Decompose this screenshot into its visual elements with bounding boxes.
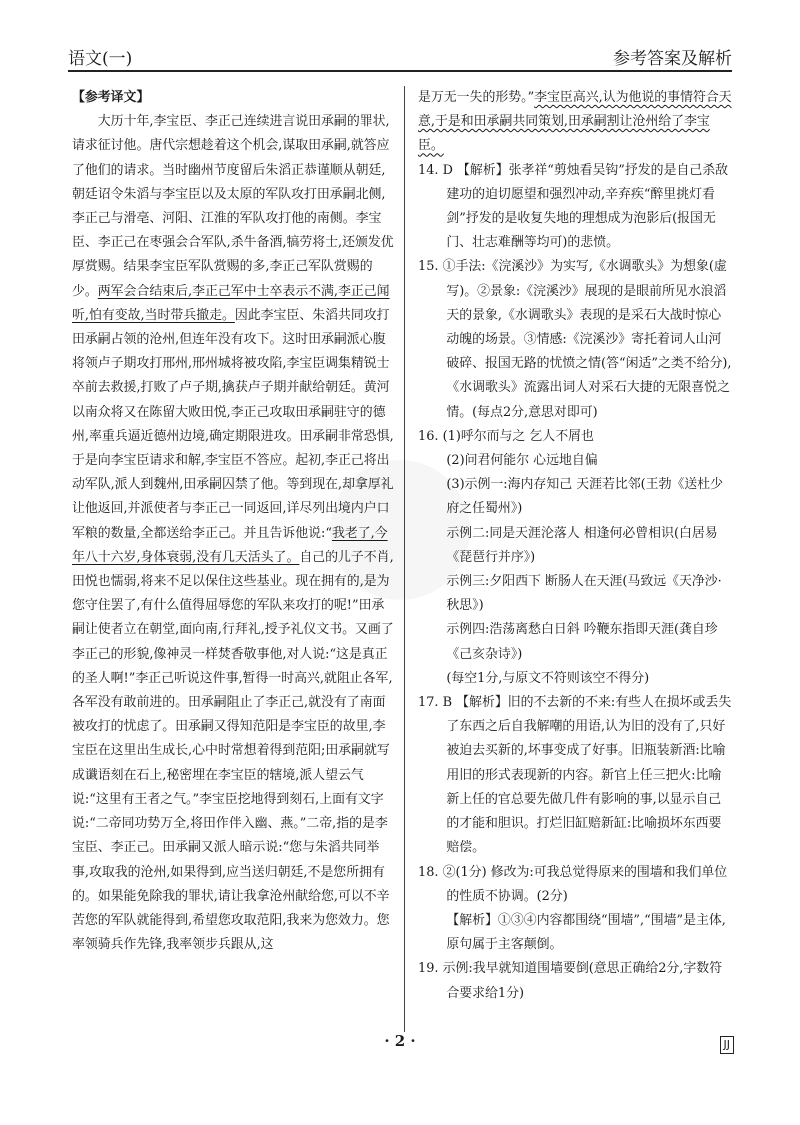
answer-16-5: 示例三:夕阳西下 断肠人在天涯(马致远《天净沙·秋思》) xyxy=(446,574,722,614)
translation-continuation xyxy=(418,86,734,159)
answer-14: 14. D 【解析】张孝祥“剪烛看吴钩”抒发的是自己杀敌建功的迫切愿望和强烈冲动,辛弃疾“醉里挑灯看剑”抒发的是收复失地的理想成为泡影后(报国无门、壮志难酬等均可)的悲愤。 xyxy=(418,162,729,251)
header-section: 参考答案及解析 xyxy=(613,49,732,69)
answer-19: 19. 示例:我早就知道围墙要倒(意思正确给2分,字数符合要求给1分) xyxy=(418,961,723,1001)
answer-17: 17. B 【解析】旧的不去新的不来:有些人在损坏或丢失了东西之后自我解嘲的用语,认为旧的没有了,只好被迫去买新的,坏事变成了好事。旧瓶装新酒:比喻用旧的形式表现新的内容。新官上任三把火:比喻新上任的官总要先做几件有影响的事,以显示自己的才能和胆识。打烂旧缸赔新缸:比喻损坏东西要赔偿。 xyxy=(418,695,732,856)
page-number: · 2 · xyxy=(384,1032,416,1050)
translation-cont-text: 是万无一失的形势。” xyxy=(418,90,535,105)
answer-16-1: 16. (1)呼尔而与之 乞人不屑也 xyxy=(418,428,594,444)
answer-15: 15. ①手法:《浣溪沙》为实写,《水调歌头》为想象(虚写)。②景象:《浣溪沙》展现的是眼前所见水浪滔天的景象,《水调歌头》表现的是采石大战时惊心动魄的场景。③情感:《浣溪沙》寄托着词人山河破碎、报国无路的忧愤之情(答“闲适”之类不给分),《水调歌头》流露出词人对采石大捷的无限喜悦之情。(每点2分,意思对即可) xyxy=(418,259,732,420)
translation-text-1: 大历十年,李宝臣、李正己连续进言说田承嗣的罪状,请求征讨他。唐代宗想趁着这个机会,谋取田承嗣,就答应了他们的请求。当时幽州节度留后朱滔正恭谨顺从朝廷,朝廷诏令朱滔与李宝臣以及太原的军队攻打田承嗣北侧,李正己与滑亳、河阳、江淮的军队攻打他的南侧。李宝臣、李正己在枣强会合军队,杀牛备酒,犒劳将士,还颁发优厚赏赐。结果李宝臣军队赏赐的多,李正己军队赏赐的少。 xyxy=(72,114,394,299)
answer-16-note: (每空1分,与原文不符则该空不得分) xyxy=(446,670,650,686)
page-header xyxy=(68,40,732,72)
right-column xyxy=(418,86,734,1006)
answer-16-2: (2)问君何能尔 心远地自偏 xyxy=(446,453,598,469)
answer-18-analysis: 【解析】①③④内容都围绕“围墙”,“围墙”是主体,原句属于主客颠倒。 xyxy=(446,912,726,953)
left-column xyxy=(72,86,394,957)
translation-paragraph xyxy=(72,110,394,957)
header-subject: 语文(一) xyxy=(68,49,133,69)
translation-title: 【参考译文】 xyxy=(72,90,150,105)
translation-underline-2: 我老了,今年八十六岁,身体衰弱,没有几天活头了。 xyxy=(72,525,388,565)
translation-wavy-underline: 李宝臣高兴,认为他说的事情符合天意,于是和田承嗣共同策划,田承嗣割让沧州给了李宝臣。 xyxy=(418,90,732,154)
column-divider xyxy=(404,86,405,1032)
translation-text-3: 自己的儿子不肖,田悦也懦弱,将来不足以保住这些基业。现在拥有的,是为您守住罢了,有什么值得屈辱您的军队来攻打的呢!”田承嗣让使者立在朝堂,面向南,行拜礼,授予礼仪文书。又画了李正己的形貌,像神灵一样焚香敬事他,对人说:“这是真正的圣人啊!”李正己听说这件事,暂得一时高兴,就阻止各军,各军没有敢前进的。田承嗣阻止了李正己,就没有了南面被攻打的忧虑了。田承嗣又得知范阳是李宝臣的故里,李宝臣在这里出生成长,心中时常想着得到范阳;田承嗣就写成谶语刻在石上,秘密埋在李宝臣的辖境,派人望云气说:“这里有王者之气。”李宝臣挖地得到刻石,上面有文字说:“二帝同功势万全,将田作伴入幽、燕。”二帝,指的是李宝臣、李正己。田承嗣又派人暗示说:“您与朱滔共同举事,攻取我的沧州,如果得到,应当送归朝廷,不是您所拥有的。如果能免除我的罪状,请让我拿沧州献给您,可以不辛苦您的军队就能得到,希望您攻取范阳,我来为您效力。您率领骑兵作先锋,我率领步兵跟从,这 xyxy=(72,549,394,953)
translation-underline-1: 两军会合结束后,李正己军中士卒表示不满,李正己闻听,怕有变故,当时带兵撤走。 xyxy=(72,283,390,323)
answer-18: 18. ②(1分) 修改为:可我总觉得原来的围墙和我们单位的性质不协调。(2分) xyxy=(418,864,728,904)
answer-16-4: 示例二:同是天涯沦落人 相逢何必曾相识(白居易《琵琶行并序》) xyxy=(446,525,718,565)
translation-text-2: 因此李宝臣、朱滔共同攻打田承嗣占领的沧州,但连年没有攻下。这时田承嗣派心腹将领卢子期攻打邢州,邢州城将被攻陷,李宝臣调集精锐士卒前去救援,打败了卢子期,擒获卢子期并献给朝廷。黄河以南众将又在陈留大败田悦,李正己攻取田承嗣驻守的德州,率重兵逼近德州边境,确定期限进攻。田承嗣非常恐惧,于是向李宝臣请求和解,李宝臣不答应。起初,李正己将出动军队,派人到魏州,田承嗣囚禁了他。等到现在,却拿厚礼让他返回,并派使者与李正己一同返回,详尽列出境内户口军粮的数量,全都送给李正己。并且告诉他说:“ xyxy=(72,307,394,541)
answer-16-6: 示例四:浩荡离愁白日斜 吟鞭东指即天涯(龚自珍《己亥杂诗》) xyxy=(446,622,718,662)
edition-mark: JJ xyxy=(720,1036,735,1054)
answer-16-3: (3)示例一:海内存知己 天涯若比邻(王勃《送杜少府之任蜀州》) xyxy=(446,477,724,517)
